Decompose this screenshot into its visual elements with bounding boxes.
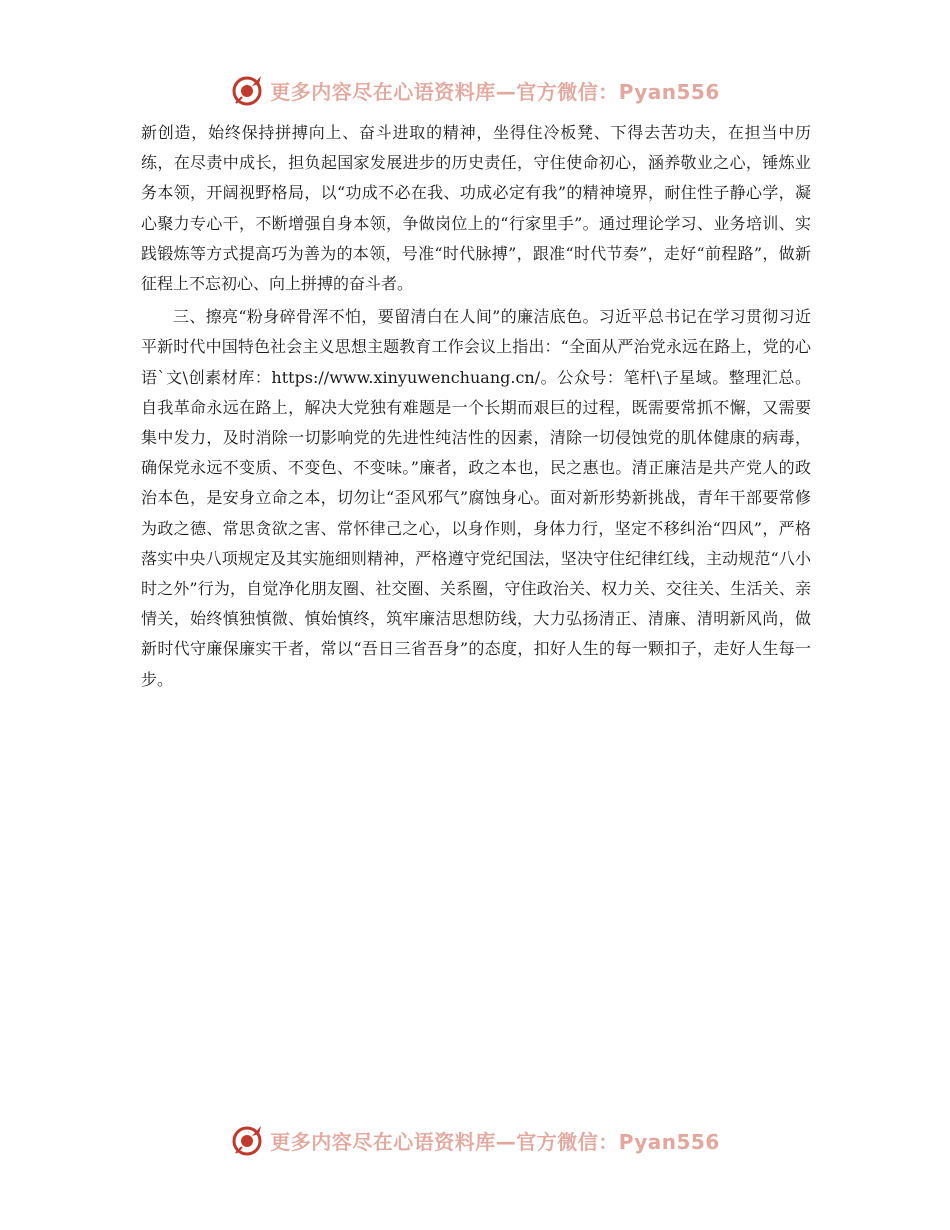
footer-banner-text: 更多内容尽在心语资料库—官方微信：Pyan556 <box>270 1129 720 1154</box>
footer-banner <box>0 1120 950 1160</box>
header-banner <box>0 70 950 110</box>
document-body <box>141 118 811 695</box>
quill-seal-icon <box>230 1123 264 1157</box>
paragraph-2: 三、擦亮“粉身碎骨浑不怕，要留清白在人间”的廉洁底色。习近平总书记在学习贯彻习近平新时代中国特色社会主义思想主题教育工作会议上指出：“全面从严治党永远在路上，党的心语`文\创素材库：https://www.xinyuwenchuang.cn/。公众号：笔杆\子星域。整理汇总。自我革命永远在路上，解决大党独有难题是一个长期而艰巨的过程，既需要常抓不懈，又需要集中发力，及时消除一切影响党的先进性纯洁性的因素，清除一切侵蚀党的肌体健康的病毒，确保党永远不变质、不变色、不变味。”廉者，政之本也，民之惠也。清正廉洁是共产党人的政治本色，是安身立命之本，切勿让“歪风邪气”腐蚀身心。面对新形势新挑战，青年干部要常修为政之德、常思贪欲之害、常怀律己之心，以身作则，身体力行，坚定不移纠治“四风”，严格落实中央八项规定及其实施细则精神，严格遵守党纪国法，坚决守住纪律红线，主动规范“八小时之外”行为，自觉净化朋友圈、社交圈、关系圈，守住政治关、权力关、交往关、生活关、亲情关，始终慎独慎微、慎始慎终，筑牢廉洁思想防线，大力弘扬清正、清廉、清明新风尚，做新时代守廉保廉实干者，常以“吾日三省吾身”的态度，扣好人生的每一颗扣子，走好人生每一步。 <box>141 307 811 689</box>
header-banner-text: 更多内容尽在心语资料库—官方微信：Pyan556 <box>270 79 720 104</box>
paragraph-1: 新创造，始终保持拼搏向上、奋斗进取的精神，坐得住冷板凳、下得去苦功夫，在担当中历练，在尽责中成长，担负起国家发展进步的历史责任，守住使命初心，涵养敬业之心，锤炼业务本领，开阔视野格局，以“功成不必在我、功成必定有我”的精神境界，耐住性子静心学，凝心聚力专心干，不断增强自身本领，争做岗位上的“行家里手”。通过理论学习、业务培训、实践锻炼等方式提高巧为善为的本领，号准“时代脉搏”，跟准“时代节奏”，走好“前程路”，做新征程上不忘初心、向上拼搏的奋斗者。 <box>141 123 811 294</box>
quill-seal-icon <box>230 73 264 107</box>
